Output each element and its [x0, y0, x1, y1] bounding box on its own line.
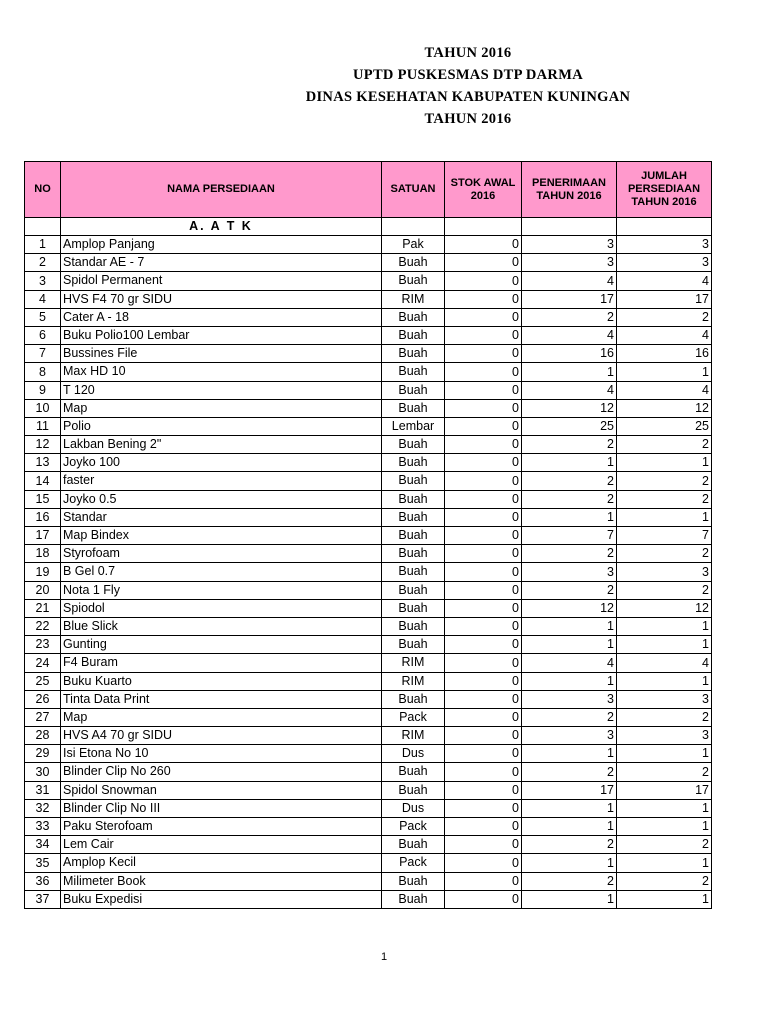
row-name-cell: Spidol Permanent [61, 272, 382, 290]
row-no-cell: 23 [25, 636, 61, 654]
row-name-cell: Gunting [61, 636, 382, 654]
row-penerimaan-cell: 1 [522, 672, 617, 690]
row-no-cell: 14 [25, 472, 61, 490]
row-stok-awal-cell: 0 [445, 363, 522, 381]
row-stok-awal-cell: 0 [445, 399, 522, 417]
row-unit-cell: Buah [382, 636, 445, 654]
row-unit-cell: Buah [382, 399, 445, 417]
row-penerimaan-cell: 4 [522, 654, 617, 672]
row-stok-awal-cell: 0 [445, 854, 522, 872]
row-unit-cell: Lembar [382, 417, 445, 435]
row-name-cell: faster [61, 472, 382, 490]
row-no-cell: 34 [25, 836, 61, 854]
table-row [25, 290, 712, 308]
row-jumlah-cell: 1 [617, 745, 712, 763]
row-jumlah-cell: 2 [617, 308, 712, 326]
table-row [25, 527, 712, 545]
row-name-cell: Blue Slick [61, 617, 382, 635]
row-unit-cell: Buah [382, 326, 445, 344]
row-jumlah-cell: 17 [617, 290, 712, 308]
row-stok-awal-cell: 0 [445, 417, 522, 435]
row-unit-cell: Buah [382, 836, 445, 854]
row-stok-awal-cell: 0 [445, 727, 522, 745]
row-no-cell: 12 [25, 436, 61, 454]
row-name-cell: Map Bindex [61, 527, 382, 545]
row-jumlah-cell: 2 [617, 708, 712, 726]
row-unit-cell: Buah [382, 890, 445, 908]
table-row [25, 454, 712, 472]
table-row [25, 690, 712, 708]
row-no-cell: 17 [25, 527, 61, 545]
table-row [25, 599, 712, 617]
table-row [25, 581, 712, 599]
row-no-cell: 25 [25, 672, 61, 690]
row-stok-awal-cell: 0 [445, 581, 522, 599]
row-penerimaan-cell: 1 [522, 508, 617, 526]
row-no-cell: 1 [25, 236, 61, 254]
row-penerimaan-cell: 1 [522, 799, 617, 817]
row-jumlah-cell: 1 [617, 672, 712, 690]
row-penerimaan-cell: 4 [522, 381, 617, 399]
row-unit-cell: Pack [382, 854, 445, 872]
title-line-year: TAHUN 2016 [424, 45, 512, 61]
row-stok-awal-cell: 0 [445, 563, 522, 581]
row-unit-cell: Buah [382, 454, 445, 472]
row-no-cell: 29 [25, 745, 61, 763]
column-header-penerimaan: PENERIMAAN TAHUN 2016 [522, 162, 617, 218]
table-row [25, 472, 712, 490]
row-unit-cell: Buah [382, 490, 445, 508]
row-stok-awal-cell: 0 [445, 763, 522, 781]
row-unit-cell: Buah [382, 545, 445, 563]
row-stok-awal-cell: 0 [445, 326, 522, 344]
row-no-cell: 18 [25, 545, 61, 563]
row-name-cell: Lakban Bening 2" [61, 436, 382, 454]
row-unit-cell: Buah [382, 527, 445, 545]
row-name-cell: Joyko 0.5 [61, 490, 382, 508]
row-penerimaan-cell: 2 [522, 472, 617, 490]
table-row [25, 727, 712, 745]
row-penerimaan-cell: 17 [522, 290, 617, 308]
column-header-name: NAMA PERSEDIAAN [61, 162, 382, 218]
row-name-cell: Joyko 100 [61, 454, 382, 472]
row-stok-awal-cell: 0 [445, 690, 522, 708]
row-name-cell: Amplop Kecil [61, 854, 382, 872]
section-jumlah-cell [617, 218, 712, 236]
row-unit-cell: RIM [382, 672, 445, 690]
section-label: A. A T K [61, 218, 382, 236]
table-row [25, 399, 712, 417]
row-jumlah-cell: 1 [617, 799, 712, 817]
row-no-cell: 2 [25, 254, 61, 272]
row-jumlah-cell: 1 [617, 454, 712, 472]
row-unit-cell: Buah [382, 581, 445, 599]
row-unit-cell: Pak [382, 236, 445, 254]
row-stok-awal-cell: 0 [445, 254, 522, 272]
row-no-cell: 31 [25, 781, 61, 799]
row-unit-cell: Buah [382, 508, 445, 526]
row-penerimaan-cell: 1 [522, 854, 617, 872]
title-line-year-repeat: TAHUN 2016 [424, 111, 512, 127]
row-jumlah-cell: 2 [617, 836, 712, 854]
row-jumlah-cell: 2 [617, 472, 712, 490]
row-name-cell: Max HD 10 [61, 363, 382, 381]
row-penerimaan-cell: 1 [522, 818, 617, 836]
table-row [25, 818, 712, 836]
row-stok-awal-cell: 0 [445, 617, 522, 635]
column-header-jumlah: JUMLAH PERSEDIAAN TAHUN 2016 [617, 162, 712, 218]
row-unit-cell: Dus [382, 745, 445, 763]
row-name-cell: Nota 1 Fly [61, 581, 382, 599]
table-row [25, 636, 712, 654]
row-no-cell: 19 [25, 563, 61, 581]
row-no-cell: 11 [25, 417, 61, 435]
row-penerimaan-cell: 3 [522, 236, 617, 254]
row-unit-cell: Buah [382, 308, 445, 326]
table-row [25, 508, 712, 526]
column-header-no: NO [25, 162, 61, 218]
row-no-cell: 13 [25, 454, 61, 472]
row-penerimaan-cell: 12 [522, 399, 617, 417]
row-name-cell: Standar AE - 7 [61, 254, 382, 272]
row-no-cell: 30 [25, 763, 61, 781]
row-unit-cell: Buah [382, 436, 445, 454]
row-no-cell: 22 [25, 617, 61, 635]
row-no-cell: 16 [25, 508, 61, 526]
row-no-cell: 10 [25, 399, 61, 417]
table-row [25, 799, 712, 817]
table-row [25, 708, 712, 726]
row-no-cell: 36 [25, 872, 61, 890]
row-penerimaan-cell: 2 [522, 708, 617, 726]
row-jumlah-cell: 12 [617, 399, 712, 417]
row-jumlah-cell: 1 [617, 636, 712, 654]
table-row [25, 545, 712, 563]
section-terima-cell [522, 218, 617, 236]
row-jumlah-cell: 1 [617, 508, 712, 526]
row-jumlah-cell: 1 [617, 617, 712, 635]
row-jumlah-cell: 1 [617, 890, 712, 908]
row-stok-awal-cell: 0 [445, 272, 522, 290]
row-stok-awal-cell: 0 [445, 308, 522, 326]
table-row [25, 381, 712, 399]
table-row [25, 763, 712, 781]
row-unit-cell: RIM [382, 727, 445, 745]
row-stok-awal-cell: 0 [445, 472, 522, 490]
row-stok-awal-cell: 0 [445, 818, 522, 836]
row-jumlah-cell: 3 [617, 563, 712, 581]
row-jumlah-cell: 1 [617, 363, 712, 381]
row-penerimaan-cell: 17 [522, 781, 617, 799]
row-stok-awal-cell: 0 [445, 527, 522, 545]
row-unit-cell: Pack [382, 708, 445, 726]
row-name-cell: Isi Etona No 10 [61, 745, 382, 763]
row-jumlah-cell: 12 [617, 599, 712, 617]
section-row-atk [25, 218, 712, 236]
row-no-cell: 35 [25, 854, 61, 872]
table-row [25, 345, 712, 363]
row-unit-cell: Buah [382, 381, 445, 399]
row-name-cell: Buku Polio100 Lembar [61, 326, 382, 344]
row-no-cell: 21 [25, 599, 61, 617]
row-penerimaan-cell: 2 [522, 308, 617, 326]
row-jumlah-cell: 3 [617, 727, 712, 745]
row-jumlah-cell: 3 [617, 236, 712, 254]
row-penerimaan-cell: 3 [522, 727, 617, 745]
table-row [25, 854, 712, 872]
row-stok-awal-cell: 0 [445, 490, 522, 508]
row-unit-cell: Buah [382, 345, 445, 363]
table-row [25, 672, 712, 690]
table-row [25, 272, 712, 290]
row-name-cell: Spiodol [61, 599, 382, 617]
row-stok-awal-cell: 0 [445, 654, 522, 672]
table-row [25, 745, 712, 763]
row-jumlah-cell: 2 [617, 763, 712, 781]
row-name-cell: Amplop Panjang [61, 236, 382, 254]
column-header-unit: SATUAN [382, 162, 445, 218]
row-jumlah-cell: 17 [617, 781, 712, 799]
row-name-cell: F4 Buram [61, 654, 382, 672]
row-penerimaan-cell: 4 [522, 272, 617, 290]
row-stok-awal-cell: 0 [445, 836, 522, 854]
row-unit-cell: Buah [382, 872, 445, 890]
row-name-cell: Map [61, 399, 382, 417]
row-name-cell: B Gel 0.7 [61, 563, 382, 581]
row-penerimaan-cell: 1 [522, 363, 617, 381]
table-row [25, 417, 712, 435]
row-unit-cell: Buah [382, 781, 445, 799]
row-name-cell: Blinder Clip No III [61, 799, 382, 817]
row-jumlah-cell: 4 [617, 272, 712, 290]
row-no-cell: 9 [25, 381, 61, 399]
row-no-cell: 37 [25, 890, 61, 908]
table-row [25, 872, 712, 890]
title-line-department: DINAS KESEHATAN KABUPATEN KUNINGAN [305, 89, 631, 105]
row-jumlah-cell: 2 [617, 436, 712, 454]
row-penerimaan-cell: 12 [522, 599, 617, 617]
row-stok-awal-cell: 0 [445, 236, 522, 254]
table-row [25, 236, 712, 254]
row-name-cell: HVS A4 70 gr SIDU [61, 727, 382, 745]
row-penerimaan-cell: 4 [522, 326, 617, 344]
row-no-cell: 32 [25, 799, 61, 817]
row-no-cell: 20 [25, 581, 61, 599]
row-name-cell: Bussines File [61, 345, 382, 363]
row-penerimaan-cell: 1 [522, 617, 617, 635]
row-unit-cell: Buah [382, 617, 445, 635]
table-row [25, 308, 712, 326]
row-jumlah-cell: 4 [617, 381, 712, 399]
row-name-cell: Spidol Snowman [61, 781, 382, 799]
row-stok-awal-cell: 0 [445, 672, 522, 690]
row-penerimaan-cell: 2 [522, 545, 617, 563]
row-name-cell: Styrofoam [61, 545, 382, 563]
row-unit-cell: Buah [382, 272, 445, 290]
table-row [25, 563, 712, 581]
row-name-cell: Standar [61, 508, 382, 526]
row-penerimaan-cell: 25 [522, 417, 617, 435]
row-jumlah-cell: 1 [617, 854, 712, 872]
table-row [25, 490, 712, 508]
row-no-cell: 33 [25, 818, 61, 836]
row-penerimaan-cell: 1 [522, 890, 617, 908]
row-stok-awal-cell: 0 [445, 508, 522, 526]
row-unit-cell: Buah [382, 563, 445, 581]
row-jumlah-cell: 4 [617, 326, 712, 344]
row-name-cell: Tinta Data Print [61, 690, 382, 708]
row-jumlah-cell: 16 [617, 345, 712, 363]
row-stok-awal-cell: 0 [445, 381, 522, 399]
row-unit-cell: Buah [382, 690, 445, 708]
row-penerimaan-cell: 3 [522, 254, 617, 272]
row-name-cell: Cater A - 18 [61, 308, 382, 326]
row-penerimaan-cell: 2 [522, 490, 617, 508]
row-stok-awal-cell: 0 [445, 345, 522, 363]
table-row [25, 363, 712, 381]
row-jumlah-cell: 2 [617, 581, 712, 599]
row-name-cell: Buku Expedisi [61, 890, 382, 908]
row-unit-cell: Buah [382, 472, 445, 490]
row-penerimaan-cell: 2 [522, 581, 617, 599]
row-stok-awal-cell: 0 [445, 799, 522, 817]
row-name-cell: Buku Kuarto [61, 672, 382, 690]
row-penerimaan-cell: 3 [522, 690, 617, 708]
row-jumlah-cell: 4 [617, 654, 712, 672]
row-no-cell: 6 [25, 326, 61, 344]
row-stok-awal-cell: 0 [445, 290, 522, 308]
row-no-cell: 3 [25, 272, 61, 290]
row-penerimaan-cell: 3 [522, 563, 617, 581]
table-row [25, 781, 712, 799]
row-penerimaan-cell: 7 [522, 527, 617, 545]
title-line-institution: UPTD PUSKESMAS DTP DARMA [353, 67, 583, 83]
row-unit-cell: Pack [382, 818, 445, 836]
table-row [25, 890, 712, 908]
row-no-cell: 24 [25, 654, 61, 672]
column-header-stok-awal: STOK AWAL 2016 [445, 162, 522, 218]
row-name-cell: HVS F4 70 gr SIDU [61, 290, 382, 308]
row-stok-awal-cell: 0 [445, 436, 522, 454]
row-name-cell: Polio [61, 417, 382, 435]
row-stok-awal-cell: 0 [445, 454, 522, 472]
row-name-cell: Paku Sterofoam [61, 818, 382, 836]
table-row [25, 326, 712, 344]
row-unit-cell: RIM [382, 290, 445, 308]
row-stok-awal-cell: 0 [445, 745, 522, 763]
row-unit-cell: Buah [382, 363, 445, 381]
row-jumlah-cell: 7 [617, 527, 712, 545]
row-jumlah-cell: 25 [617, 417, 712, 435]
row-penerimaan-cell: 1 [522, 745, 617, 763]
row-stok-awal-cell: 0 [445, 599, 522, 617]
row-unit-cell: Buah [382, 763, 445, 781]
row-name-cell: Milimeter Book [61, 872, 382, 890]
row-unit-cell: Buah [382, 254, 445, 272]
section-stok-cell [445, 218, 522, 236]
row-name-cell: T 120 [61, 381, 382, 399]
row-unit-cell: Buah [382, 599, 445, 617]
table-row [25, 254, 712, 272]
inventory-table [24, 161, 712, 909]
row-stok-awal-cell: 0 [445, 636, 522, 654]
row-penerimaan-cell: 2 [522, 763, 617, 781]
row-jumlah-cell: 3 [617, 690, 712, 708]
row-jumlah-cell: 2 [617, 490, 712, 508]
row-stok-awal-cell: 0 [445, 545, 522, 563]
row-jumlah-cell: 2 [617, 872, 712, 890]
row-penerimaan-cell: 2 [522, 836, 617, 854]
row-no-cell: 26 [25, 690, 61, 708]
row-no-cell: 8 [25, 363, 61, 381]
document-title-block [0, 42, 768, 130]
table-row [25, 436, 712, 454]
row-stok-awal-cell: 0 [445, 781, 522, 799]
row-no-cell: 7 [25, 345, 61, 363]
section-unit-cell [382, 218, 445, 236]
row-no-cell: 28 [25, 727, 61, 745]
row-no-cell: 5 [25, 308, 61, 326]
table-row [25, 617, 712, 635]
row-no-cell: 15 [25, 490, 61, 508]
row-stok-awal-cell: 0 [445, 708, 522, 726]
row-jumlah-cell: 1 [617, 818, 712, 836]
row-name-cell: Lem Cair [61, 836, 382, 854]
row-name-cell: Blinder Clip No 260 [61, 763, 382, 781]
row-penerimaan-cell: 16 [522, 345, 617, 363]
page-number: 1 [380, 951, 388, 963]
table-header-row [25, 162, 712, 218]
row-penerimaan-cell: 1 [522, 454, 617, 472]
row-name-cell: Map [61, 708, 382, 726]
row-stok-awal-cell: 0 [445, 890, 522, 908]
row-no-cell: 27 [25, 708, 61, 726]
row-unit-cell: Dus [382, 799, 445, 817]
row-stok-awal-cell: 0 [445, 872, 522, 890]
row-penerimaan-cell: 1 [522, 636, 617, 654]
row-penerimaan-cell: 2 [522, 436, 617, 454]
table-row [25, 654, 712, 672]
row-unit-cell: RIM [382, 654, 445, 672]
row-penerimaan-cell: 2 [522, 872, 617, 890]
section-no-cell [25, 218, 61, 236]
row-jumlah-cell: 2 [617, 545, 712, 563]
row-no-cell: 4 [25, 290, 61, 308]
row-jumlah-cell: 3 [617, 254, 712, 272]
table-row [25, 836, 712, 854]
